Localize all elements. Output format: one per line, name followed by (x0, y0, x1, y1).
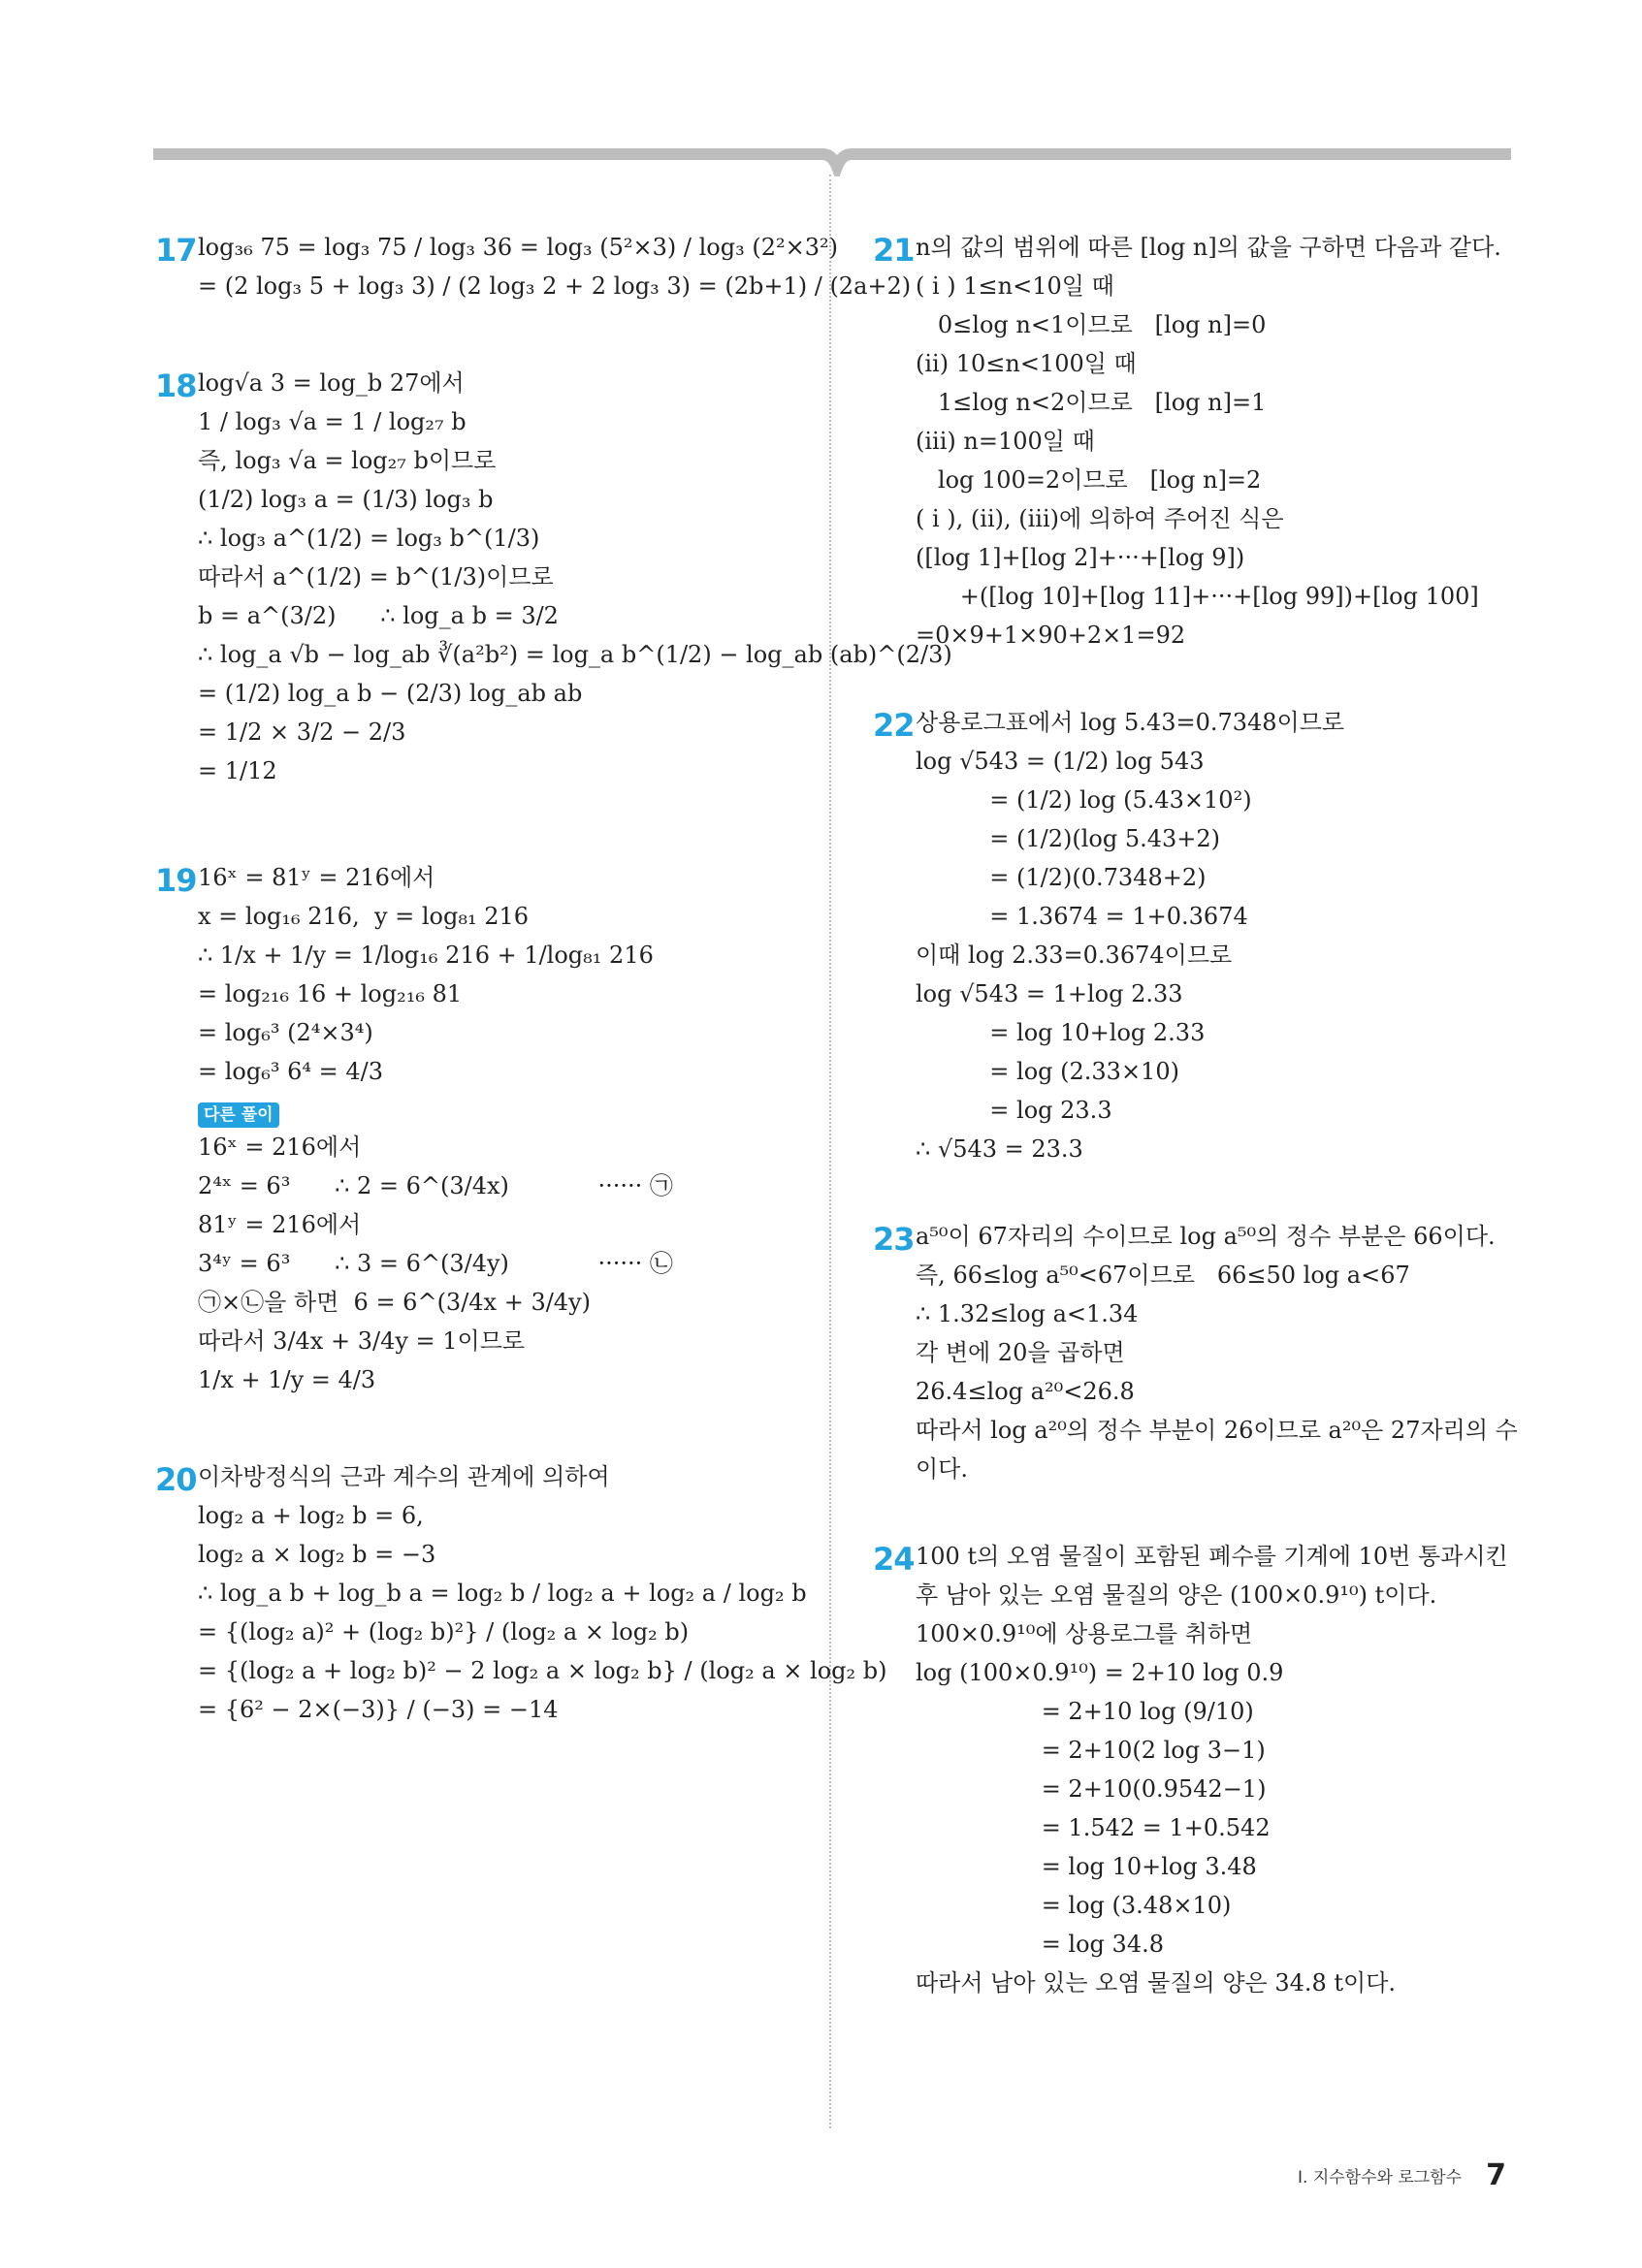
solution-body (916, 1217, 1518, 1488)
solution-line: 각 변에 20을 곱하면 (916, 1339, 1125, 1366)
alternative-solution-line: 2⁴ˣ = 6³ ∴ 2 = 6^(3/4x) ······ ㉠ (198, 1172, 673, 1199)
solution-body (198, 1457, 887, 1729)
alternative-solution-badge: 다른 풀이 (198, 1102, 279, 1128)
problem-number: 21 (873, 232, 915, 269)
solution-line: = 2+10(2 log 3−1) (916, 1737, 1266, 1764)
solution-line: 26.4≤log a²⁰<26.8 (916, 1378, 1135, 1405)
solution-line: log 100=2이므로 [log n]=2 (916, 466, 1262, 494)
solution-line: = 1/12 (198, 757, 277, 784)
solution-line: (ii) 10≤n<100일 때 (916, 350, 1137, 377)
solution-line: = 2+10(0.9542−1) (916, 1775, 1267, 1803)
solution-line: = {6² − 2×(−3)} / (−3) = −14 (198, 1696, 559, 1723)
solution-line: = log₆³ (2⁴×3⁴) (198, 1019, 373, 1046)
alternative-solution-line: 3⁴ʸ = 6³ ∴ 3 = 6^(3/4y) ······ ㉡ (198, 1250, 673, 1277)
problem-number: 22 (873, 707, 915, 744)
solution-line: ∴ 1.32≤log a<1.34 (916, 1300, 1139, 1327)
problem-24 (873, 1537, 1513, 2002)
alternative-solution-line: 81ʸ = 216에서 (198, 1211, 362, 1238)
problem-22 (873, 703, 1513, 1168)
solution-line: 100 t의 오염 물질이 포함된 폐수를 기계에 10번 통과시킨 (916, 1543, 1508, 1570)
problem-number: 18 (155, 367, 197, 404)
alternative-solution-line: 16ˣ = 216에서 (198, 1134, 362, 1161)
solution-body (198, 364, 952, 790)
solution-line: = log₂₁₆ 16 + log₂₁₆ 81 (198, 980, 463, 1007)
solution-line: = log 10+log 2.33 (916, 1019, 1206, 1046)
solution-line: 1≤log n<2이므로 [log n]=1 (916, 389, 1267, 416)
solution-line: log₃₆ 75 = log₃ 75 / log₃ 36 = log₃ (5²×3) / log₃ (2²×3²) (198, 234, 838, 261)
solution-line: = {(log₂ a + log₂ b)² − 2 log₂ a × log₂ b} / (log₂ a × log₂ b) (198, 1657, 887, 1684)
solution-line: = 1.542 = 1+0.542 (916, 1814, 1271, 1841)
solution-line: 즉, 66≤log a⁵⁰<67이므로 66≤50 log a<67 (916, 1262, 1410, 1289)
solution-body (916, 228, 1513, 655)
solution-line: 후 남아 있는 오염 물질의 양은 (100×0.9¹⁰) t이다. (916, 1581, 1437, 1609)
solution-body (198, 858, 815, 1399)
solution-line: log (100×0.9¹⁰) = 2+10 log 0.9 (916, 1659, 1284, 1686)
solution-line: = log 23.3 (916, 1097, 1112, 1124)
problem-19 (155, 858, 815, 1399)
right-column (873, 228, 1518, 2041)
solution-line: = (2 log₃ 5 + log₃ 3) / (2 log₃ 2 + 2 log₃ 3) = (2b+1) / (2a+2) (198, 272, 912, 300)
alternative-solution-line: 따라서 3/4x + 3/4y = 1이므로 (198, 1327, 526, 1355)
problem-18 (155, 364, 952, 790)
solution-line: = (1/2) log (5.43×10²) (916, 786, 1252, 814)
solution-line: 16ˣ = 81ʸ = 216에서 (198, 864, 435, 891)
solution-line: =0×9+1×90+2×1=92 (916, 622, 1186, 649)
solution-line: = {(log₂ a)² + (log₂ b)²} / (log₂ a × log₂ b) (198, 1618, 690, 1645)
alternative-solution-line: 1/x + 1/y = 4/3 (198, 1366, 376, 1393)
chapter-title: Ⅰ. 지수함수와 로그함수 (1298, 2168, 1463, 2188)
solution-line: = log 34.8 (916, 1931, 1164, 1958)
solution-line: log√a 3 = log_b 27에서 (198, 369, 465, 397)
problem-number: 20 (155, 1461, 197, 1498)
problem-number: 24 (873, 1541, 915, 1578)
solution-line: 따라서 a^(1/2) = b^(1/3)이므로 (198, 563, 554, 591)
solution-line: 따라서 남아 있는 오염 물질의 양은 34.8 t이다. (916, 1969, 1397, 1996)
page-footer (1298, 2158, 1506, 2192)
solution-line: ([log 1]+[log 2]+···+[log 9]) (916, 544, 1245, 571)
solution-line: 1 / log₃ √a = 1 / log₂₇ b (198, 408, 467, 435)
solution-line: ∴ log_a √b − log_ab ∛(a²b²) = log_a b^(1/2) − log_ab (ab)^(2/3) (198, 641, 952, 668)
column-divider (829, 175, 831, 2128)
solution-line: n의 값의 범위에 따른 [log n]의 값을 구하면 다음과 같다. (916, 234, 1501, 261)
solution-line: ∴ 1/x + 1/y = 1/log₁₆ 216 + 1/log₈₁ 216 (198, 942, 654, 969)
solution-line: (1/2) log₃ a = (1/3) log₃ b (198, 486, 494, 513)
solution-line: x = log₁₆ 216, y = log₈₁ 216 (198, 903, 530, 930)
solution-line: = log (2.33×10) (916, 1058, 1179, 1085)
page-number: 7 (1486, 2158, 1506, 2192)
solution-line: log₂ a + log₂ b = 6, (198, 1502, 424, 1529)
top-decorative-bar (153, 147, 1511, 161)
solution-line: 100×0.9¹⁰에 상용로그를 취하면 (916, 1620, 1253, 1647)
solution-line: log √543 = 1+log 2.33 (916, 980, 1183, 1007)
solution-line: = (1/2)(log 5.43+2) (916, 825, 1221, 852)
solution-line: 이때 log 2.33=0.3674이므로 (916, 942, 1233, 969)
solution-line: 상용로그표에서 log 5.43=0.7348이므로 (916, 709, 1345, 736)
solution-line: = 2+10 log (9/10) (916, 1698, 1254, 1725)
solution-line: +([log 10]+[log 11]+···+[log 99])+[log 100] (916, 583, 1479, 610)
solution-line: b = a^(3/2) ∴ log_a b = 3/2 (198, 602, 559, 629)
problem-21 (873, 228, 1513, 655)
solution-line: 이차방정식의 근과 계수의 관계에 의하여 (198, 1463, 610, 1490)
problem-number: 19 (155, 862, 197, 899)
solution-line: ∴ log₃ a^(1/2) = log₃ b^(1/3) (198, 525, 540, 552)
problem-20 (155, 1457, 887, 1729)
solution-line: (iii) n=100일 때 (916, 428, 1095, 455)
problem-23 (873, 1217, 1518, 1488)
alternative-solution-line: ㉠×㉡을 하면 6 = 6^(3/4x + 3/4y) (198, 1289, 592, 1316)
solution-body (916, 703, 1513, 1168)
solution-line: 따라서 log a²⁰의 정수 부분이 26이므로 a²⁰은 27자리의 수 (916, 1417, 1518, 1444)
solution-line: ∴ √543 = 23.3 (916, 1135, 1083, 1163)
solution-line: a⁵⁰이 67자리의 수이므로 log a⁵⁰의 정수 부분은 66이다. (916, 1223, 1496, 1250)
solution-line: = 1.3674 = 1+0.3674 (916, 903, 1248, 930)
solution-line: = log 10+log 3.48 (916, 1853, 1257, 1880)
solution-line: = log₆³ 6⁴ = 4/3 (198, 1058, 383, 1085)
solution-line: 0≤log n<1이므로 [log n]=0 (916, 311, 1267, 338)
solution-body (916, 1537, 1513, 2002)
solution-line: = (1/2)(0.7348+2) (916, 864, 1207, 891)
solution-line: ∴ log_a b + log_b a = log₂ b / log₂ a + log₂ a / log₂ b (198, 1580, 807, 1607)
solution-line: log √543 = (1/2) log 543 (916, 748, 1205, 775)
solution-line: 이다. (916, 1455, 968, 1483)
problem-number: 17 (155, 232, 197, 269)
solution-line: ( i ) 1≤n<10일 때 (916, 272, 1114, 300)
problem-number: 23 (873, 1221, 915, 1258)
solution-line: = (1/2) log_a b − (2/3) log_ab ab (198, 680, 583, 707)
solution-line: log₂ a × log₂ b = −3 (198, 1541, 436, 1568)
solution-line: = 1/2 × 3/2 − 2/3 (198, 719, 406, 746)
solution-line: ( i ), (ii), (iii)에 의하여 주어진 식은 (916, 505, 1284, 532)
solution-line: 즉, log₃ √a = log₂₇ b이므로 (198, 447, 497, 474)
solution-line: = log (3.48×10) (916, 1892, 1232, 1919)
